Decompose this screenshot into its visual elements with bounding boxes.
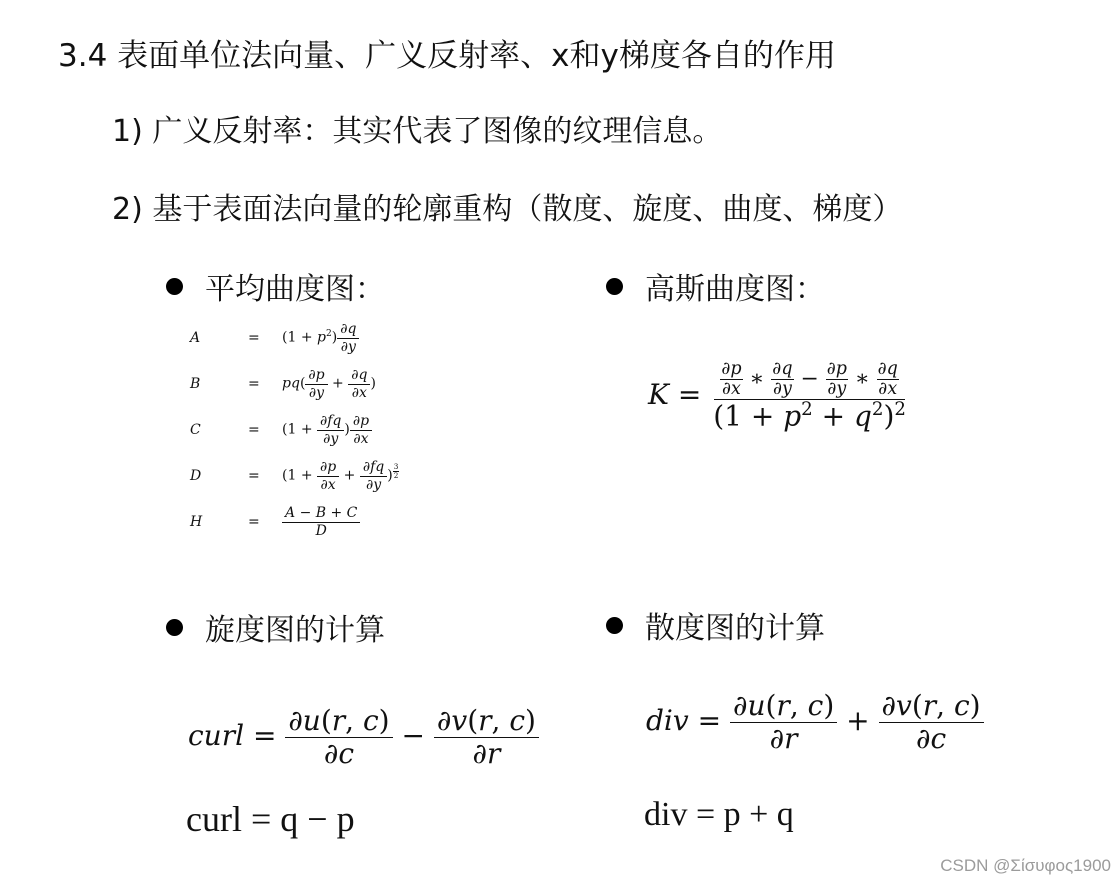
section-heading: 3.4 表面单位法向量、广义反射率、x和y梯度各自的作用 (58, 38, 836, 74)
equation-lhs: B (190, 376, 201, 392)
watermark: CSDN @Σίσυφος1900 (940, 856, 1111, 875)
bullet-dot-icon (606, 617, 623, 634)
equation-lhs: A (190, 330, 201, 346)
divergence-simplified: div = p + q (644, 796, 794, 833)
equation-rhs: pq( $\frac{\partial p}{\partial y}$ + $\frac{\partial q}{\partial x}$ ) (282, 367, 376, 401)
curl-lhs: curl = (188, 719, 277, 753)
equation-row-b (190, 364, 376, 404)
bullet-dot-icon (606, 278, 623, 295)
gaussian-lhs: K = (648, 377, 702, 411)
equation-row-c (190, 410, 372, 450)
equation-lhs: C (190, 422, 201, 438)
divergence-label: 散度图的计算 (645, 611, 825, 646)
div-lhs: div = (646, 704, 722, 738)
equals-sign: = (248, 376, 260, 392)
equation-lhs: H (190, 514, 203, 530)
gaussian-fraction: $\frac{\partial p}{\partial x}$ ∗ $\frac{\partial q}{\partial y}$ − $\frac{\partial p}{\partial y}$ ∗ $\frac{\partial q}{\partial x}$ $(1 + p^2 + q^2)^2$ (713, 359, 906, 433)
equation-row-d (190, 456, 399, 496)
equation-lhs: D (190, 468, 202, 484)
bullet-divergence (606, 603, 825, 647)
equals-sign: = (248, 330, 260, 346)
point-generalized-reflectance: 1) 广义反射率：其实代表了图像的纹理信息。 (112, 114, 723, 149)
equals-sign: = (248, 514, 260, 530)
equation-rhs: (1 + $\frac{\partial p}{\partial x}$ + $\frac{\partial fq}{\partial y}$ ) $^{\frac{3}{2}}$ (282, 459, 399, 493)
curl-label: 旋度图的计算 (205, 613, 385, 648)
equation-rhs: (1 + $\frac{\partial fq}{\partial y}$ ) $\frac{\partial p}{\partial x}$ (282, 413, 372, 446)
equals-sign: = (248, 468, 260, 484)
gaussian-curvature-formula (648, 360, 909, 433)
equation-rhs: $(1 + p^2)$ $\frac{\partial q}{\partial y}$ (282, 321, 359, 354)
curl-formula: curl = $\frac{\partial u(r, c)}{\partial c}$ − $\frac{\partial v(r, c)}{\partial r}$ (188, 705, 539, 770)
divergence-formula: div = $\frac{\partial u(r, c)}{\partial r}$ + $\frac{\partial v(r, c)}{\partial c}$ (646, 690, 984, 755)
equation-row-h (190, 502, 360, 542)
gaussian-curvature-label: 高斯曲度图： (645, 272, 825, 307)
equation-rhs: $\frac{A - B + C}{D}$ (282, 505, 360, 538)
point-contour-reconstruction: 2) 基于表面法向量的轮廓重构（散度、旋度、曲度、梯度） (112, 192, 903, 227)
bullet-dot-icon (166, 619, 183, 636)
equals-sign: = (248, 422, 260, 438)
mean-curvature-label: 平均曲度图： (205, 272, 385, 307)
bullet-dot-icon (166, 278, 183, 295)
equation-row-a (190, 318, 359, 358)
curl-simplified: curl = q − p (186, 799, 355, 839)
bullet-gaussian-curvature (606, 264, 825, 308)
bullet-mean-curvature (166, 264, 385, 308)
bullet-curl (166, 605, 385, 649)
